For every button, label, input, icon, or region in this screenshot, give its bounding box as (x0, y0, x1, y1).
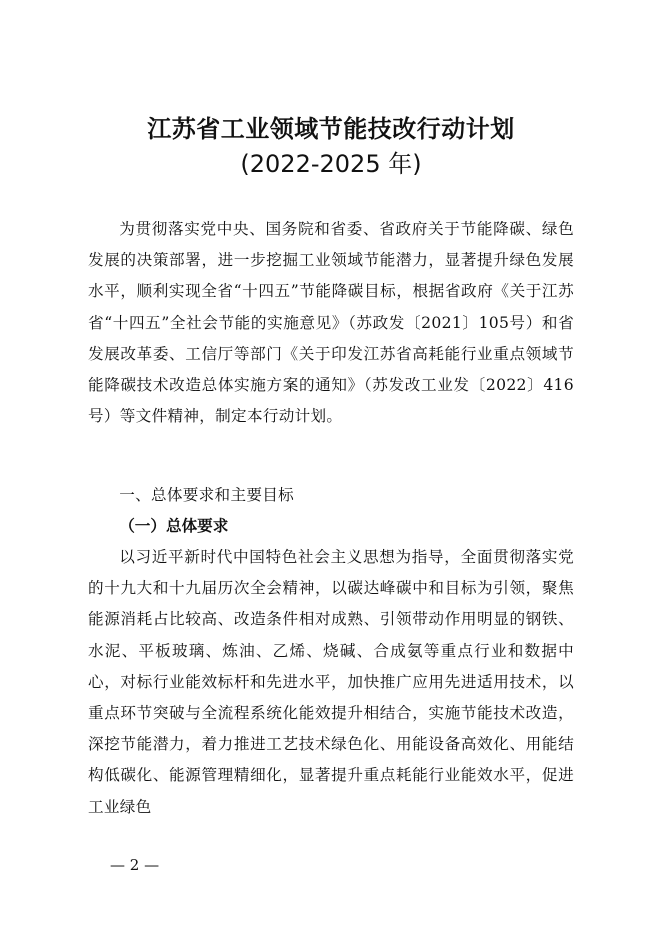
page-number: — 2 — (110, 856, 160, 874)
subsection-heading: （一）总体要求 (119, 517, 229, 535)
body-paragraph: 以习近平新时代中国特色社会主义思想为指导，全面贯彻落实党的十九大和十九届历次全会精神，以碳达峰碳中和目标为引领，聚焦能源消耗占比较高、改造条件相对成熟、引领带动作用明显的钢铁、水泥、平板玻璃、炼油、乙烯、烧碱、合成氨等重点行业和数据中心，对标行业能效标杆和先进水平，加快推广应用先进适用技术，以重点环节突破与全流程系统化能效提升相结合，实施节能技术改造，深挖节能潜力，着力推进工艺技术绿色化、用能设备高效化、用能结构低碳化、能源管理精细化，显著提升重点耗能行业能效水平，促进工业绿色 (88, 548, 574, 816)
document-subtitle-years: (2022-2025 年) (240, 150, 422, 178)
section-heading: 一、总体要求和主要目标 (119, 486, 295, 504)
document-title: 江苏省工业领域节能技改行动计划 (147, 115, 515, 143)
intro-paragraph: 为贯彻落实党中央、国务院和省委、省政府关于节能降碳、绿色发展的决策部署，进一步挖掘工业领域节能潜力，显著提升绿色发展水平，顺利实现全省“十四五”节能降碳目标，根据省政府《关于江苏省“十四五”全社会节能的实施意见》（苏政发〔2021〕105号）和省发展改革委、工信厅等部门《关于印发江苏省高耗能行业重点领域节能降碳技术改造总体实施方案的通知》（苏发改工业发〔2022〕416号）等文件精神，制定本行动计划。 (88, 220, 574, 426)
